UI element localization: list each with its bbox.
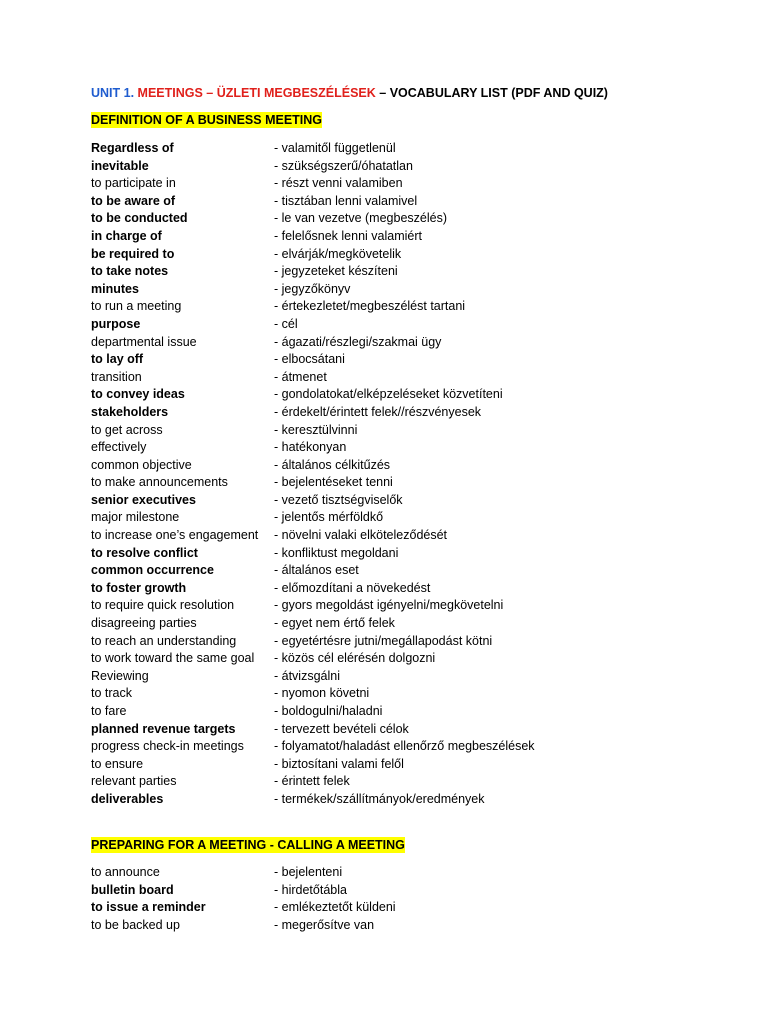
vocabulary-row: [91, 298, 731, 316]
vocabulary-row: [91, 457, 731, 475]
vocabulary-definition: - előmozdítani a növekedést: [274, 580, 431, 595]
vocabulary-definition: - boldogulni/haladni: [274, 704, 383, 718]
vocabulary-row: [91, 263, 731, 281]
title-unit: UNIT 1.: [91, 86, 135, 100]
vocabulary-definition: - átvizsgálni: [274, 668, 340, 683]
vocabulary-term: to issue a reminder: [91, 900, 206, 915]
vocabulary-definition: - nyomon követni: [274, 686, 370, 701]
vocabulary-definition: - le van vezetve (megbeszélés): [274, 211, 447, 226]
vocabulary-term: to be backed up: [91, 917, 180, 932]
vocabulary-list-definition: [91, 140, 731, 809]
title-topic: MEETINGS – ÜZLETI MEGBESZÉLÉSEK: [137, 86, 376, 100]
vocabulary-term: transition: [91, 369, 142, 384]
section-heading-preparing: PREPARING FOR A MEETING - CALLING A MEETING: [91, 838, 405, 852]
vocabulary-term: departmental issue: [91, 334, 197, 349]
vocabulary-row: [91, 404, 731, 422]
vocabulary-definition: - felelősnek lenni valamiért: [274, 228, 422, 243]
vocabulary-row: [91, 597, 731, 615]
vocabulary-term: bulletin board: [91, 882, 174, 897]
vocabulary-row: [91, 615, 731, 633]
vocabulary-term: to take notes: [91, 264, 169, 279]
vocabulary-term: to require quick resolution: [91, 598, 235, 613]
vocabulary-row: [91, 703, 731, 721]
vocabulary-definition: - jelentős mérföldkő: [274, 510, 384, 525]
vocabulary-term: be required to: [91, 246, 175, 261]
vocabulary-definition: - érdekelt/érintett felek//részvényesek: [274, 404, 482, 419]
vocabulary-definition: - szükségszerű/óhatatlan: [274, 158, 413, 173]
vocabulary-row: [91, 791, 731, 809]
vocabulary-term: progress check-in meetings: [91, 739, 244, 754]
vocabulary-list-preparing: [91, 864, 731, 934]
vocabulary-term: senior executives: [91, 492, 196, 507]
vocabulary-row: [91, 439, 731, 457]
vocabulary-term: to make announcements: [91, 475, 228, 490]
vocabulary-term: to run a meeting: [91, 299, 182, 314]
vocabulary-row: [91, 369, 731, 387]
vocabulary-definition: - cél: [274, 316, 298, 331]
vocabulary-term: to increase one’s engagement: [91, 528, 259, 543]
vocabulary-definition: - konfliktust megoldani: [274, 545, 399, 560]
vocabulary-definition: - egyetértésre jutni/megállapodást kötni: [274, 633, 493, 648]
vocabulary-definition: - érintett felek: [274, 774, 350, 789]
vocabulary-row: [91, 527, 731, 545]
vocabulary-row: [91, 386, 731, 404]
vocabulary-definition: - részt venni valamiben: [274, 176, 403, 191]
vocabulary-term: to announce: [91, 865, 160, 879]
vocabulary-row: [91, 773, 731, 791]
vocabulary-term: minutes: [91, 281, 139, 296]
vocabulary-row: [91, 492, 731, 510]
vocabulary-term: to fare: [91, 704, 127, 718]
vocabulary-term: common objective: [91, 457, 192, 472]
vocabulary-row: [91, 422, 731, 440]
vocabulary-row: [91, 580, 731, 598]
vocabulary-definition: - közös cél elérésén dolgozni: [274, 651, 436, 666]
vocabulary-term: inevitable: [91, 158, 149, 173]
vocabulary-term: to work toward the same goal: [91, 651, 255, 666]
vocabulary-term: common occurrence: [91, 563, 214, 578]
vocabulary-row: [91, 228, 731, 246]
section-heading-definition: DEFINITION OF A BUSINESS MEETING: [91, 113, 323, 127]
vocabulary-row: [91, 158, 731, 176]
vocabulary-term: disagreeing parties: [91, 616, 197, 631]
vocabulary-definition: - hatékonyan: [274, 440, 347, 455]
vocabulary-definition: - jegyzeteket készíteni: [274, 264, 398, 279]
vocabulary-row: [91, 351, 731, 369]
vocabulary-row: [91, 650, 731, 668]
vocabulary-row: [91, 474, 731, 492]
vocabulary-term: to be aware of: [91, 193, 176, 208]
vocabulary-row: [91, 917, 731, 935]
vocabulary-row: [91, 633, 731, 651]
vocabulary-definition: - ágazati/részlegi/szakmai ügy: [274, 334, 442, 349]
vocabulary-definition: - általános eset: [274, 563, 359, 578]
title-suffix: – VOCABULARY LIST (PDF AND QUIZ): [379, 86, 608, 100]
vocabulary-row: [91, 334, 731, 352]
vocabulary-term: Regardless of: [91, 141, 174, 155]
vocabulary-definition: - növelni valaki elköteleződését: [274, 528, 448, 543]
vocabulary-term: to resolve conflict: [91, 545, 198, 560]
vocabulary-row: [91, 864, 731, 882]
vocabulary-definition: - egyet nem értő felek: [274, 616, 395, 631]
vocabulary-term: in charge of: [91, 228, 162, 243]
document-title: [91, 86, 608, 100]
vocabulary-definition: - keresztülvinni: [274, 422, 358, 437]
vocabulary-definition: - valamitől függetlenül: [274, 141, 396, 155]
vocabulary-row: [91, 140, 731, 158]
vocabulary-definition: - emlékeztetőt küldeni: [274, 900, 396, 915]
vocabulary-row: [91, 281, 731, 299]
vocabulary-definition: - megerősítve van: [274, 917, 375, 932]
vocabulary-definition: - elbocsátani: [274, 352, 345, 367]
vocabulary-row: [91, 193, 731, 211]
vocabulary-definition: - folyamatot/haladást ellenőrző megbeszélések: [274, 739, 535, 754]
vocabulary-term: to ensure: [91, 756, 144, 771]
vocabulary-definition: - termékek/szállítmányok/eredmények: [274, 791, 485, 806]
vocabulary-row: [91, 562, 731, 580]
vocabulary-term: Reviewing: [91, 668, 149, 683]
vocabulary-row: [91, 509, 731, 527]
vocabulary-definition: - vezető tisztségviselők: [274, 492, 403, 507]
vocabulary-term: stakeholders: [91, 404, 169, 419]
vocabulary-row: [91, 721, 731, 739]
vocabulary-term: planned revenue targets: [91, 721, 236, 736]
vocabulary-term: to reach an understanding: [91, 633, 237, 648]
vocabulary-definition: - tisztában lenni valamivel: [274, 193, 418, 208]
vocabulary-definition: - elvárják/megkövetelik: [274, 246, 402, 261]
vocabulary-row: [91, 899, 731, 917]
vocabulary-term: to foster growth: [91, 580, 187, 595]
vocabulary-term: to get across: [91, 422, 163, 437]
vocabulary-definition: - átmenet: [274, 369, 327, 384]
vocabulary-definition: - gondolatokat/elképzeléseket közvetíteni: [274, 387, 503, 402]
vocabulary-term: purpose: [91, 316, 141, 331]
vocabulary-definition: - biztosítani valami felől: [274, 756, 404, 771]
vocabulary-term: to participate in: [91, 176, 176, 191]
vocabulary-row: [91, 738, 731, 756]
vocabulary-term: deliverables: [91, 791, 164, 806]
vocabulary-term: to convey ideas: [91, 387, 185, 402]
vocabulary-term: effectively: [91, 440, 147, 455]
vocabulary-row: [91, 545, 731, 563]
vocabulary-definition: - értekezletet/megbeszélést tartani: [274, 299, 466, 314]
vocabulary-term: to lay off: [91, 352, 144, 367]
vocabulary-definition: - gyors megoldást igényelni/megkövetelni: [274, 598, 504, 613]
vocabulary-term: major milestone: [91, 510, 180, 525]
vocabulary-definition: - bejelenteni: [274, 865, 343, 879]
vocabulary-row: [91, 882, 731, 900]
vocabulary-definition: - tervezett bevételi célok: [274, 721, 409, 736]
vocabulary-definition: - általános célkitűzés: [274, 457, 391, 472]
vocabulary-row: [91, 756, 731, 774]
vocabulary-term: to be conducted: [91, 211, 188, 226]
vocabulary-term: to track: [91, 686, 132, 701]
vocabulary-row: [91, 685, 731, 703]
vocabulary-definition: - hirdetőtábla: [274, 882, 347, 897]
vocabulary-row: [91, 316, 731, 334]
vocabulary-row: [91, 246, 731, 264]
vocabulary-definition: - bejelentéseket tenni: [274, 475, 393, 490]
vocabulary-definition: - jegyzőkönyv: [274, 281, 351, 296]
vocabulary-row: [91, 210, 731, 228]
vocabulary-row: [91, 668, 731, 686]
vocabulary-term: relevant parties: [91, 774, 177, 789]
vocabulary-row: [91, 175, 731, 193]
